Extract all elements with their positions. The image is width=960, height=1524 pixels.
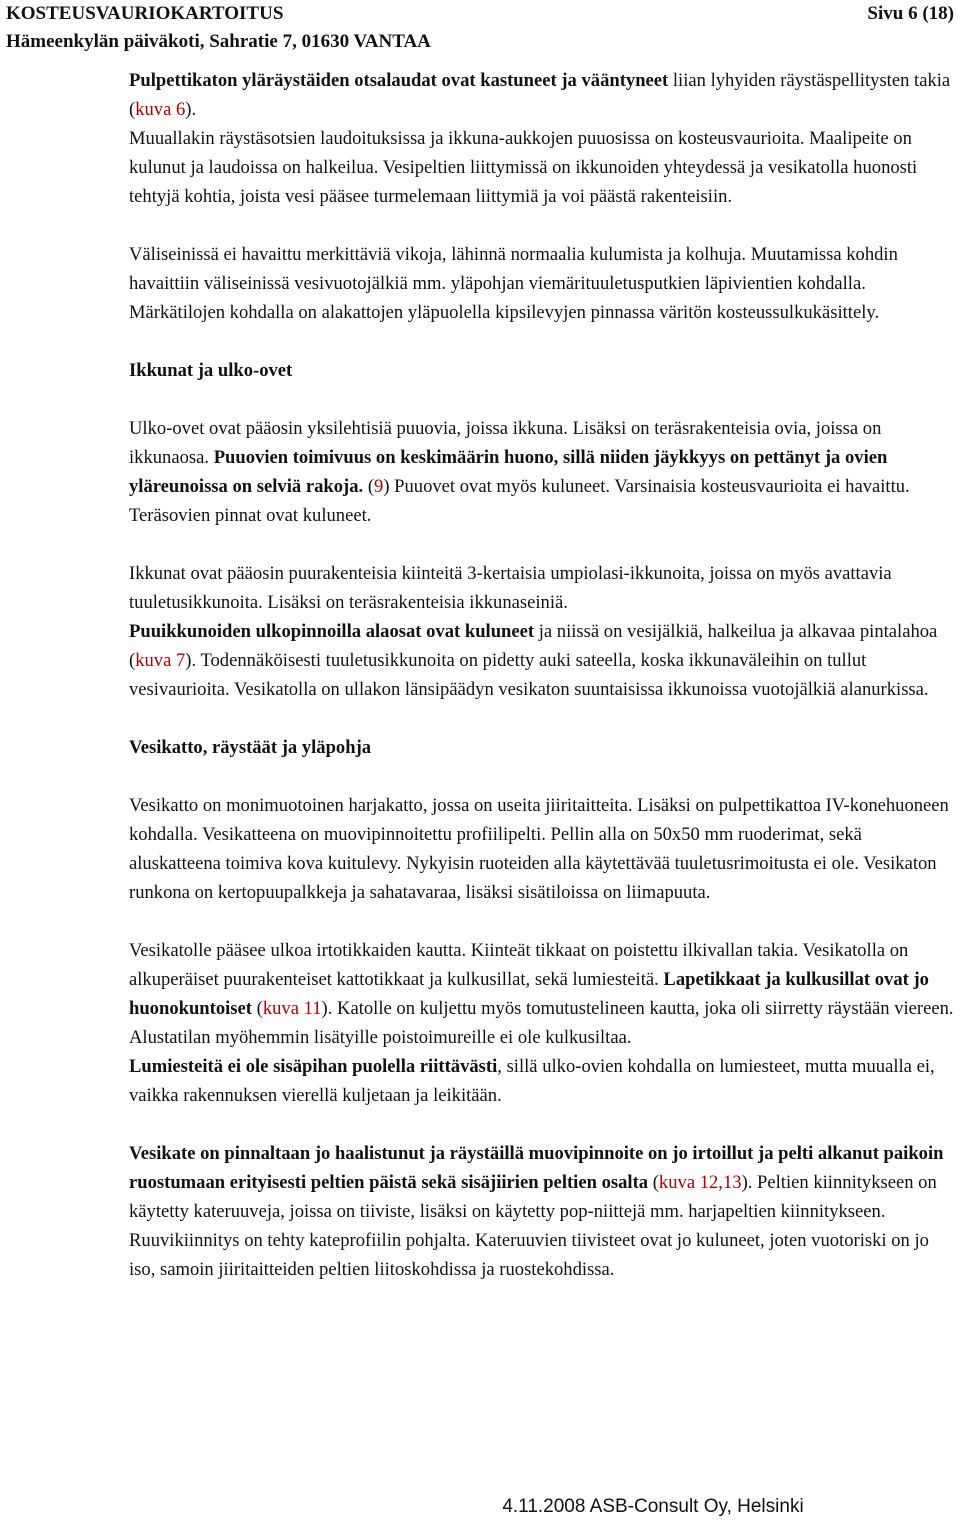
page-header	[6, 0, 954, 56]
text: Muuallakin räystäsotsien laudoituksissa ja ikkuna-aukkojen puuosissa on kosteusvaurioita. Maalipeite on kulunut ja laudoissa on halkeilua. Vesipeltien liittymissä on ikkunoiden yhteydessä ja vesikatolla huonosti tehtyjä kohtia, joista vesi pääsee turmelemaan liittymiä ja voi päästä rakenteisiin.	[129, 128, 918, 207]
footer-text: 4.11.2008 ASB-Consult Oy, Helsinki	[502, 1496, 804, 1517]
text: (	[363, 476, 375, 497]
text: (	[251, 998, 263, 1019]
text: Vesikatolle pääsee ulkoa irtotikkaiden kautta. Kiinteät tikkaat on poistettu ilkivallan takia. Vesikatolla on alkuperäiset puurakenteiset kattotikkaat ja kulkusillat, sekä lumiesteitä.	[129, 940, 909, 990]
page-footer	[0, 1494, 960, 1520]
text: Väliseinissä ei havaittu merkittäviä vikoja, lähinnä normaalia kulumista ja kolhuja. Muutamissa kohdin havaittiin väliseinissä vesivuotojälkiä mm. yläpohjan viemärituuletusputkien läpivientien kohdalla. Märkätilojen kohdalla on alakattojen yläpuolella kipsilevyjen pinnassa väritön kosteussulkukäsittely.	[129, 244, 898, 323]
text: liian lyhyiden räystäspellitysten takia (	[129, 70, 951, 120]
bold-finding: Lumiesteitä ei ole sisäpihan puolella riittävästi	[129, 1056, 498, 1077]
paragraph-roof-access	[129, 936, 958, 1110]
paragraph-windows	[129, 559, 958, 704]
document-body	[129, 66, 958, 1284]
text: ). Katolle on kuljettu myös tomutustelineen kautta, joka oli siirretty räystään viereen. Alustatilan myöhemmin lisätyille poistoimureille ei ole kulkusiltaa.	[129, 998, 954, 1048]
bold-finding: Pulpettikaton yläräystäiden otsalaudat ovat kastuneet ja vääntyneet	[129, 70, 669, 91]
paragraph-cornice-boards	[129, 66, 958, 211]
document-title: KOSTEUSVAURIOKARTOITUS	[6, 3, 284, 24]
image-reference-link[interactable]: kuva 6	[135, 99, 186, 120]
image-reference-link[interactable]: kuva 11	[262, 998, 322, 1019]
image-reference-link[interactable]: 9	[374, 476, 384, 497]
paragraph-roofing-condition	[129, 1139, 958, 1284]
site-address: Hämeenkylän päiväkoti, Sahratie 7, 01630 VANTAA	[6, 31, 431, 52]
text: Ikkunat ovat pääosin puurakenteisia kiinteitä 3-kertaisia umpiolasi-ikkunoita, joissa on myös avattavia tuuletusikkunoita. Lisäksi on teräsrakenteisia ikkunaseiniä.	[129, 563, 892, 613]
paragraph-partition-walls	[129, 240, 958, 327]
text: ). Peltien kiinnitykseen on käytetty kateruuveja, joissa on tiiviste, lisäksi on käytetty pop-niittejä mm. harjapeltien kiinnitykseen.	[129, 1172, 937, 1222]
text: ).	[185, 99, 197, 120]
bold-finding: Lapetikkaat ja kulkusillat ovat jo huonokuntoiset	[129, 969, 929, 1019]
text: Ulko-ovet ovat pääosin yksilehtisiä puuovia, joissa ikkuna. Lisäksi on teräsrakenteisia ovia, joissa on ikkunaosa.	[129, 418, 882, 468]
text: ja niissä on vesijälkiä, halkeilua ja alkavaa pintalahoa (	[129, 621, 938, 671]
section-heading-windows-doors: Ikkunat ja ulko-ovet	[129, 360, 293, 381]
text: ) Puuovet ovat myös kuluneet. Varsinaisia kosteusvaurioita ei havaittu. Teräsovien pinnat ovat kuluneet.	[129, 476, 910, 526]
paragraph-exterior-doors	[129, 414, 958, 530]
image-reference-link[interactable]: kuva 7	[135, 650, 186, 671]
text: (	[648, 1172, 659, 1193]
bold-finding: Puuikkunoiden ulkopinnoilla alaosat ovat kuluneet	[129, 621, 535, 642]
bold-finding: Vesikate on pinnaltaan jo haalistunut ja räystäillä muovipinnoite on jo irtoillut ja pelti alkanut paikoin ruostumaan erityisesti peltien päistä sekä sisäjiirien peltien osalta	[129, 1143, 944, 1193]
header-top-row	[6, 0, 954, 28]
section-heading-roof: Vesikatto, räystäät ja yläpohja	[129, 737, 372, 758]
page-number: Sivu 6 (18)	[867, 3, 954, 24]
paragraph-roof-structure	[129, 791, 958, 907]
text: Vesikatto on monimuotoinen harjakatto, jossa on useita jiiritaitteita. Lisäksi on pulpettikattoa IV-konehuoneen kohdalla. Vesikatteena on muovipinnoitettu profiilipelti. Pellin alla on 50x50 mm ruoderimat, sekä aluskatteena toimiva kova kuitulevy. Nykyisin ruoteiden alla käytettävää tuuletusrimoitusta ei ole. Vesikaton runkona on kertopuupalkkeja ja sahatavaraa, lisäksi sisätiloissa on liimapuuta.	[129, 795, 949, 903]
text: Ruuvikiinnitys on tehty kateprofiilin pohjalta. Kateruuvien tiivisteet ovat jo kuluneet, joten vuotoriski on jo iso, samoin jiiritaitteiden peltien liitoskohdissa ja ruostekohdissa.	[129, 1230, 929, 1280]
text: ). Todennäköisesti tuuletusikkunoita on pidetty auki sateella, koska ikkunaväleihin on tullut vesivaurioita. Vesikatolla on ullakon länsipäädyn vesikaton suuntaisissa ikkunoissa vuotojälkiä alanurkissa.	[129, 650, 929, 700]
image-reference-link[interactable]: kuva 12,13	[658, 1172, 742, 1193]
text: , sillä ulko-ovien kohdalla on lumiesteet, mutta muualla ei, vaikka rakennuksen vierellä kuljetaan ja leikitään.	[129, 1056, 935, 1106]
bold-finding: Puuovien toimivuus on keskimäärin huono, sillä niiden jäykkyys on pettänyt ja ovien yläreunoissa on selviä rakoja.	[129, 447, 888, 497]
